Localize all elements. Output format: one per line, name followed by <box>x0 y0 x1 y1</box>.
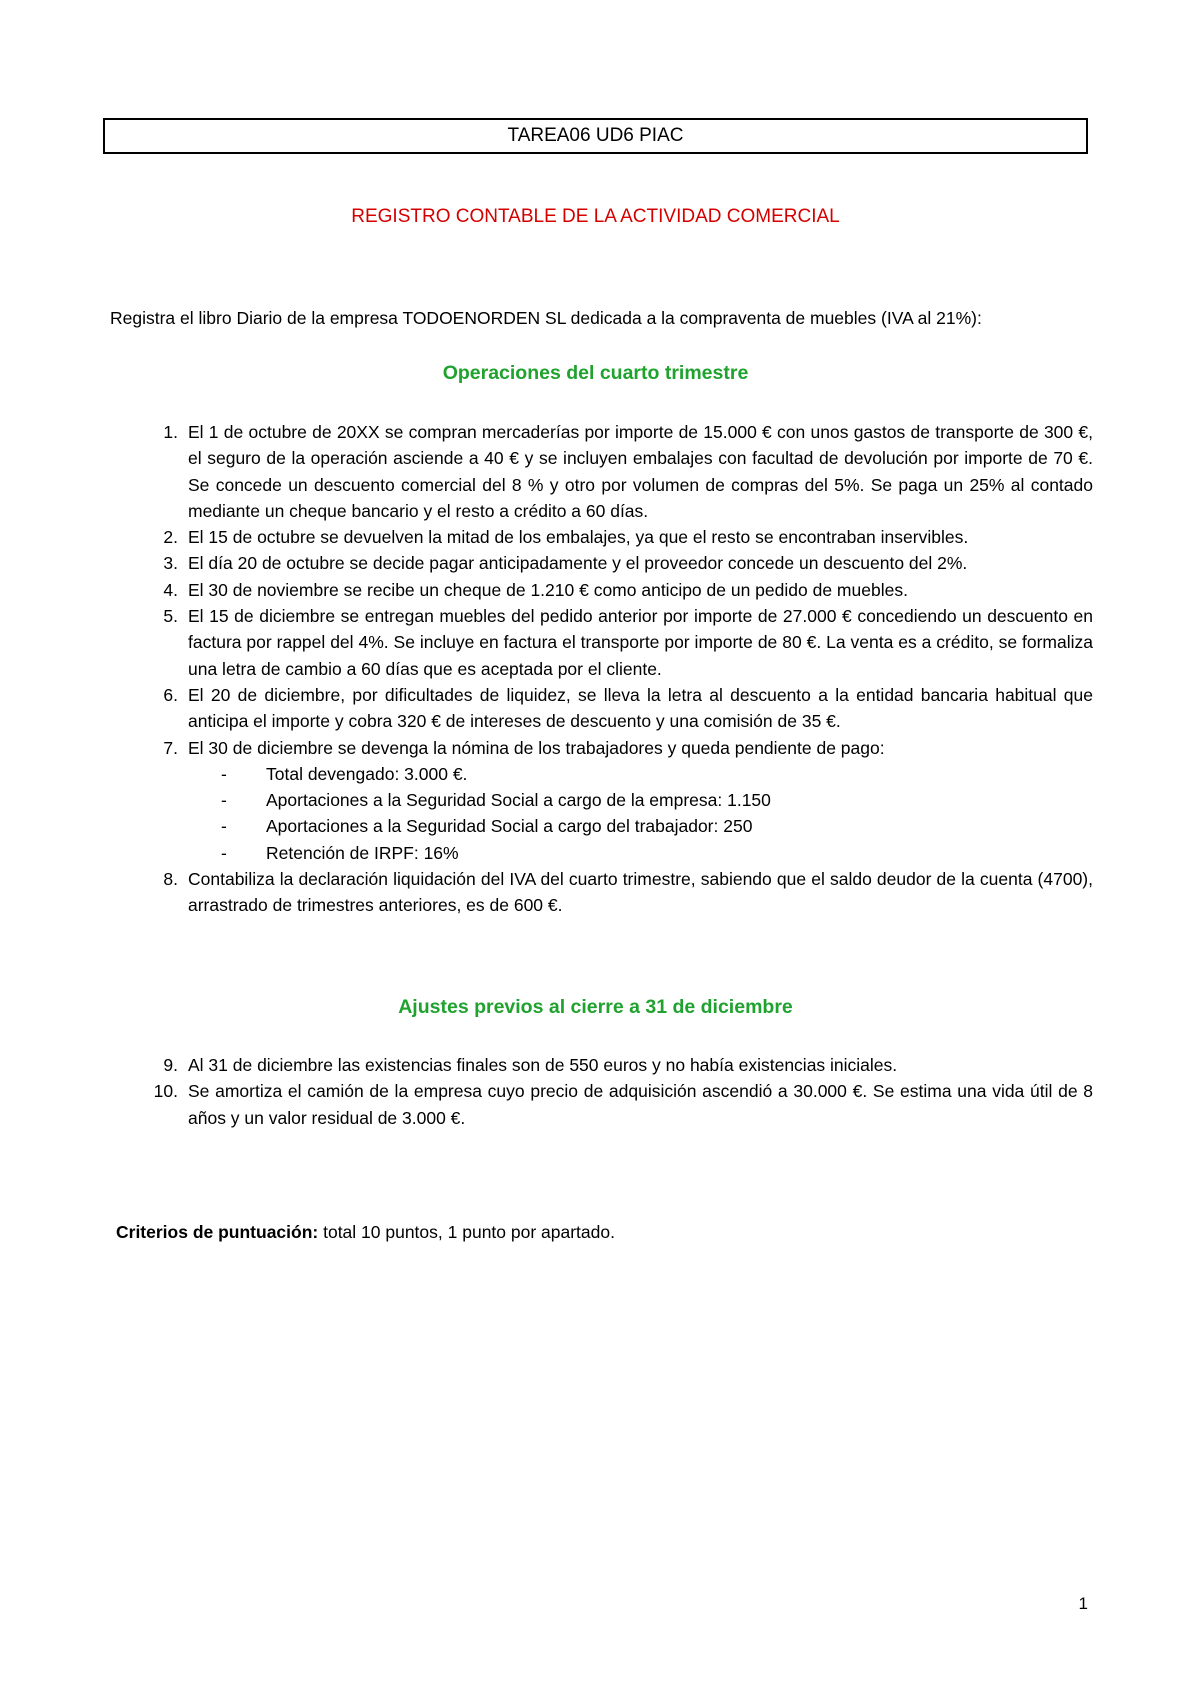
section-heading-operations: Operaciones del cuarto trimestre <box>442 362 749 384</box>
item-number: 4. <box>163 579 178 600</box>
list-item <box>146 1052 1093 1078</box>
item-text: El 15 de octubre se devuelven la mitad de los embalajes, ya que el resto se encontraban inservibles. <box>188 527 969 548</box>
item-text: El 20 de diciembre, por dificultades de liquidez, se lleva la letra al descuento a la entidad bancaria habitual que anticipa el importe y cobra 320 € de intereses de descuento y una comisión de 35 €. <box>188 684 1093 732</box>
sublist-item: - Total devengado: 3.000 €. <box>221 763 468 784</box>
sublist-text: Total devengado: 3.000 €. <box>266 763 468 784</box>
item-text: El 15 de diciembre se entregan muebles del pedido anterior por importe de 27.000 € concediendo un descuento en factura por rappel del 4%. Se incluye en factura el transporte por importe de 80 €. La venta es a crédito, se formaliza una letra de cambio a 60 días que es aceptada por el cliente. <box>188 606 1093 679</box>
list-item <box>146 866 1093 919</box>
section-heading-adjustments: Ajustes previos al cierre a 31 de diciembre <box>398 996 793 1018</box>
sublist-item: - Aportaciones a la Seguridad Social a cargo del trabajador: 250 <box>221 816 753 837</box>
list-item <box>146 1078 1093 1131</box>
item-number: 6. <box>163 684 178 705</box>
sublist-text: Aportaciones a la Seguridad Social a cargo del trabajador: 250 <box>266 816 753 837</box>
page-number: 1 <box>1078 1594 1088 1613</box>
operations-list <box>146 419 1093 919</box>
item-number: 9. <box>163 1055 178 1075</box>
list-item <box>146 735 1093 866</box>
document-title: TAREA06 UD6 PIAC <box>507 125 684 146</box>
item-number: 10. <box>153 1081 178 1102</box>
list-item <box>146 419 1093 524</box>
criteria-label: Criterios de puntuación: <box>116 1222 319 1242</box>
adjustments-list <box>146 1052 1093 1131</box>
document-subtitle: REGISTRO CONTABLE DE LA ACTIVIDAD COMERCIAL <box>351 206 840 227</box>
sublist-text: Aportaciones a la Seguridad Social a cargo de la empresa: 1.150 <box>266 790 771 811</box>
list-item <box>146 524 1093 550</box>
item-text: Se amortiza el camión de la empresa cuyo precio de adquisición ascendió a 30.000 €. Se estima una vida útil de 8 años y un valor residual de 3.000 €. <box>188 1081 1093 1128</box>
sublist-item: - Retención de IRPF: 16% <box>221 842 459 863</box>
item-text: El 30 de noviembre se recibe un cheque de 1.210 € como anticipo de un pedido de muebles. <box>188 579 908 600</box>
item-number: 2. <box>163 527 178 548</box>
item-number: 7. <box>163 737 178 758</box>
list-item <box>146 577 1093 603</box>
title-box <box>103 118 1088 154</box>
item-number: 3. <box>163 553 178 574</box>
list-item <box>146 603 1093 682</box>
list-item <box>146 550 1093 576</box>
item-number: 8. <box>163 869 178 890</box>
sublist-text: Retención de IRPF: 16% <box>266 842 459 863</box>
item-text: El 1 de octubre de 20XX se compran mercaderías por importe de 15.000 € con unos gastos de transporte de 300 €, el seguro de la operación asciende a 40 € y se incluyen embalajes con facultad de devolución por importe de 70 €. Se concede un descuento comercial del 8 % y otro por volumen de compras del 5%. Se paga un 25% al contado mediante un cheque bancario y el resto a crédito a 60 días. <box>188 422 1093 521</box>
intro-paragraph: Registra el libro Diario de la empresa TODOENORDEN SL dedicada a la compraventa de muebles (IVA al 21%): <box>110 308 982 328</box>
item-text: El 30 de diciembre se devenga la nómina de los trabajadores y queda pendiente de pago: <box>188 737 885 758</box>
criteria-text: total 10 puntos, 1 punto por apartado. <box>318 1222 615 1242</box>
item-text: Al 31 de diciembre las existencias finales son de 550 euros y no había existencias iniciales. <box>188 1055 898 1075</box>
list-item <box>146 682 1093 735</box>
sublist-item: - Aportaciones a la Seguridad Social a cargo de la empresa: 1.150 <box>221 790 771 811</box>
item-number: 5. <box>163 606 178 627</box>
payroll-sublist <box>188 761 1093 866</box>
item-text: Contabiliza la declaración liquidación del IVA del cuarto trimestre, sabiendo que el saldo deudor de la cuenta (4700), arrastrado de trimestres anteriores, es de 600 €. <box>188 869 1093 916</box>
scoring-criteria <box>116 1222 615 1243</box>
item-text: El día 20 de octubre se decide pagar anticipadamente y el proveedor concede un descuento del 2%. <box>188 553 968 574</box>
item-number: 1. <box>163 422 178 442</box>
